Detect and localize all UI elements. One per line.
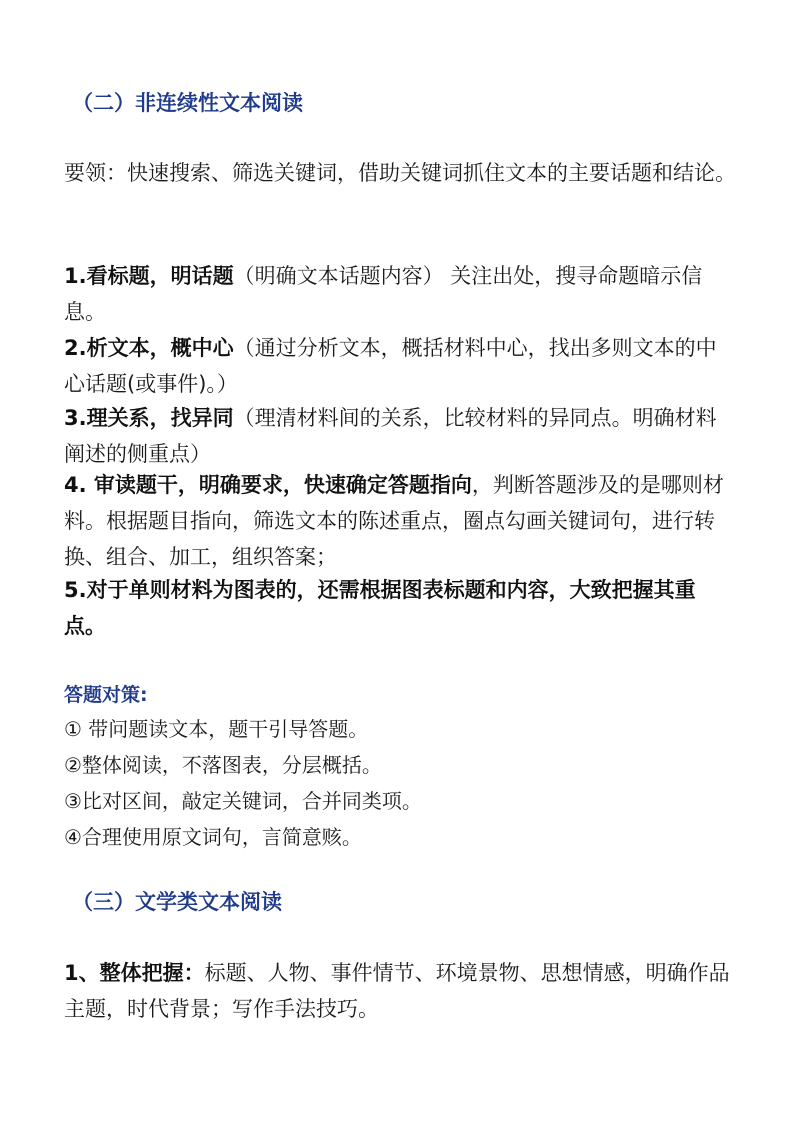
item-heading: 4. 审读题干，明确要求，快速确定答题指向: [64, 473, 472, 497]
strategy-item: ④合理使用原文词句，言简意赅。: [64, 825, 362, 849]
item-text: 标题、人物、事件情节、环境景物、思想情感，明确作品主题，时代背景；写作手法技巧。: [64, 961, 730, 1021]
item-heading: 1.看标题，明话题: [64, 264, 234, 288]
essentials-paragraph: 要领：快速搜索、筛选关键词，借助关键词抓住文本的主要话题和结论。: [64, 161, 736, 185]
section-heading-literary-text: （三）文学类文本阅读: [72, 890, 282, 914]
list-item: [64, 258, 736, 330]
list-item: [64, 572, 736, 644]
strategy-heading: 答题对策:: [64, 684, 148, 706]
strategy-item: ③比对区间，敲定关键词，合并同类项。: [64, 789, 422, 813]
list-item: [64, 467, 736, 575]
strategy-item: ① 带问题读文本，题干引导答题。: [64, 717, 369, 741]
list-item: [64, 330, 736, 402]
item-heading: 3.理关系，找异同: [64, 406, 234, 430]
item-heading: 2.析文本，概中心: [64, 336, 234, 360]
item-text: （明确文本话题内容） 关注出处，搜寻命题暗示信息。: [64, 264, 703, 324]
item-text: （理清材料间的关系，比较材料的异同点。明确材料阐述的侧重点）: [64, 406, 717, 466]
list-item: [64, 955, 736, 1027]
strategy-item: ②整体阅读，不落图表，分层概括。: [64, 753, 382, 777]
item-heading: 1、整体把握：: [64, 961, 205, 985]
list-item: [64, 400, 736, 472]
section-heading-nonlinear-text: （二）非连续性文本阅读: [72, 91, 303, 115]
item-text: ，判断答题涉及的是哪则材料。根据题目指向，筛选文本的陈述重点，圈点勾画关键词句，进行转换、组合、加工，组织答案；: [64, 473, 724, 569]
item-heading: 5.对于单则材料为图表的，还需根据图表标题和内容，大致把握其重点。: [64, 578, 696, 638]
item-text: （通过分析文本，概括材料中心，找出多则文本的中心话题(或事件)。）: [64, 336, 717, 396]
